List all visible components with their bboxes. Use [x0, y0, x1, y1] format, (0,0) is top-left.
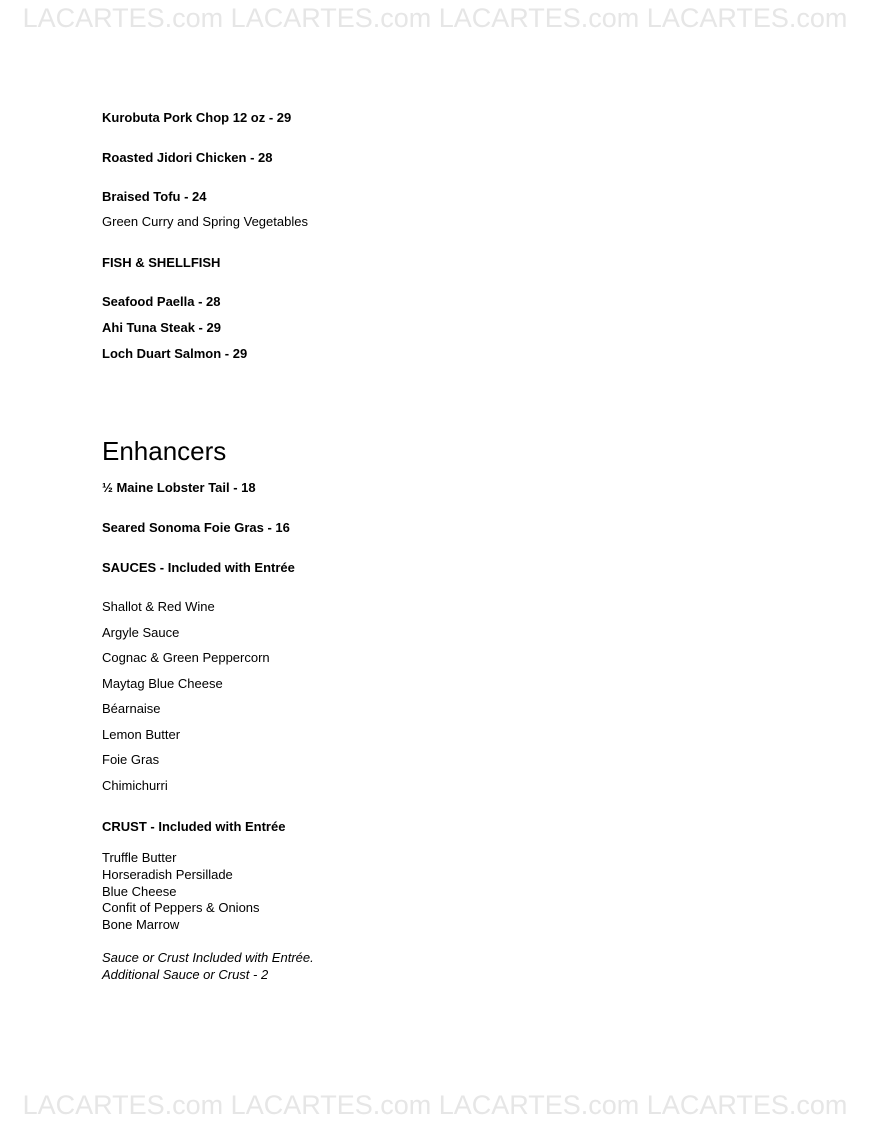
sauce-item: Chimichurri	[102, 778, 168, 793]
sauce-item: Cognac & Green Peppercorn	[102, 650, 270, 665]
menu-item-jidori-chicken: Roasted Jidori Chicken - 28	[102, 150, 273, 165]
menu-item-braised-tofu: Braised Tofu - 24	[102, 189, 207, 204]
menu-item-seafood-paella: Seafood Paella - 28	[102, 294, 221, 309]
crust-item: Confit of Peppers & Onions	[102, 900, 260, 915]
sauce-item: Foie Gras	[102, 752, 160, 767]
section-heading-fish: FISH & SHELLFISH	[102, 255, 221, 270]
sauce-item: Béarnaise	[102, 701, 161, 716]
watermark-top: LACARTES.com LACARTES.com LACARTES.com LACARTES.com	[22, 3, 848, 33]
sauce-item: Shallot & Red Wine	[102, 599, 215, 614]
sauce-item: Lemon Butter	[102, 727, 181, 742]
section-heading-crust: CRUST - Included with Entrée	[102, 819, 286, 834]
menu-item-pork-chop: Kurobuta Pork Chop 12 oz - 29	[102, 110, 292, 125]
sauce-item: Argyle Sauce	[102, 625, 180, 640]
menu-item-lobster-tail: ½ Maine Lobster Tail - 18	[102, 480, 256, 495]
footnote: Sauce or Crust Included with Entrée.	[102, 950, 314, 965]
sauce-item: Maytag Blue Cheese	[102, 676, 223, 691]
section-heading-sauces: SAUCES - Included with Entrée	[102, 560, 295, 575]
crust-item: Horseradish Persillade	[102, 867, 233, 882]
menu-item-ahi-tuna: Ahi Tuna Steak - 29	[102, 320, 221, 335]
footnote: Additional Sauce or Crust - 2	[102, 967, 269, 982]
crust-item: Bone Marrow	[102, 917, 180, 932]
menu-item-foie-gras: Seared Sonoma Foie Gras - 16	[102, 520, 290, 535]
section-title-enhancers: Enhancers	[102, 436, 227, 466]
menu-item-salmon: Loch Duart Salmon - 29	[102, 346, 248, 361]
watermark-bottom: LACARTES.com LACARTES.com LACARTES.com LACARTES.com	[22, 1090, 848, 1120]
menu-item-description: Green Curry and Spring Vegetables	[102, 214, 308, 229]
crust-item: Blue Cheese	[102, 884, 177, 899]
crust-item: Truffle Butter	[102, 850, 177, 865]
